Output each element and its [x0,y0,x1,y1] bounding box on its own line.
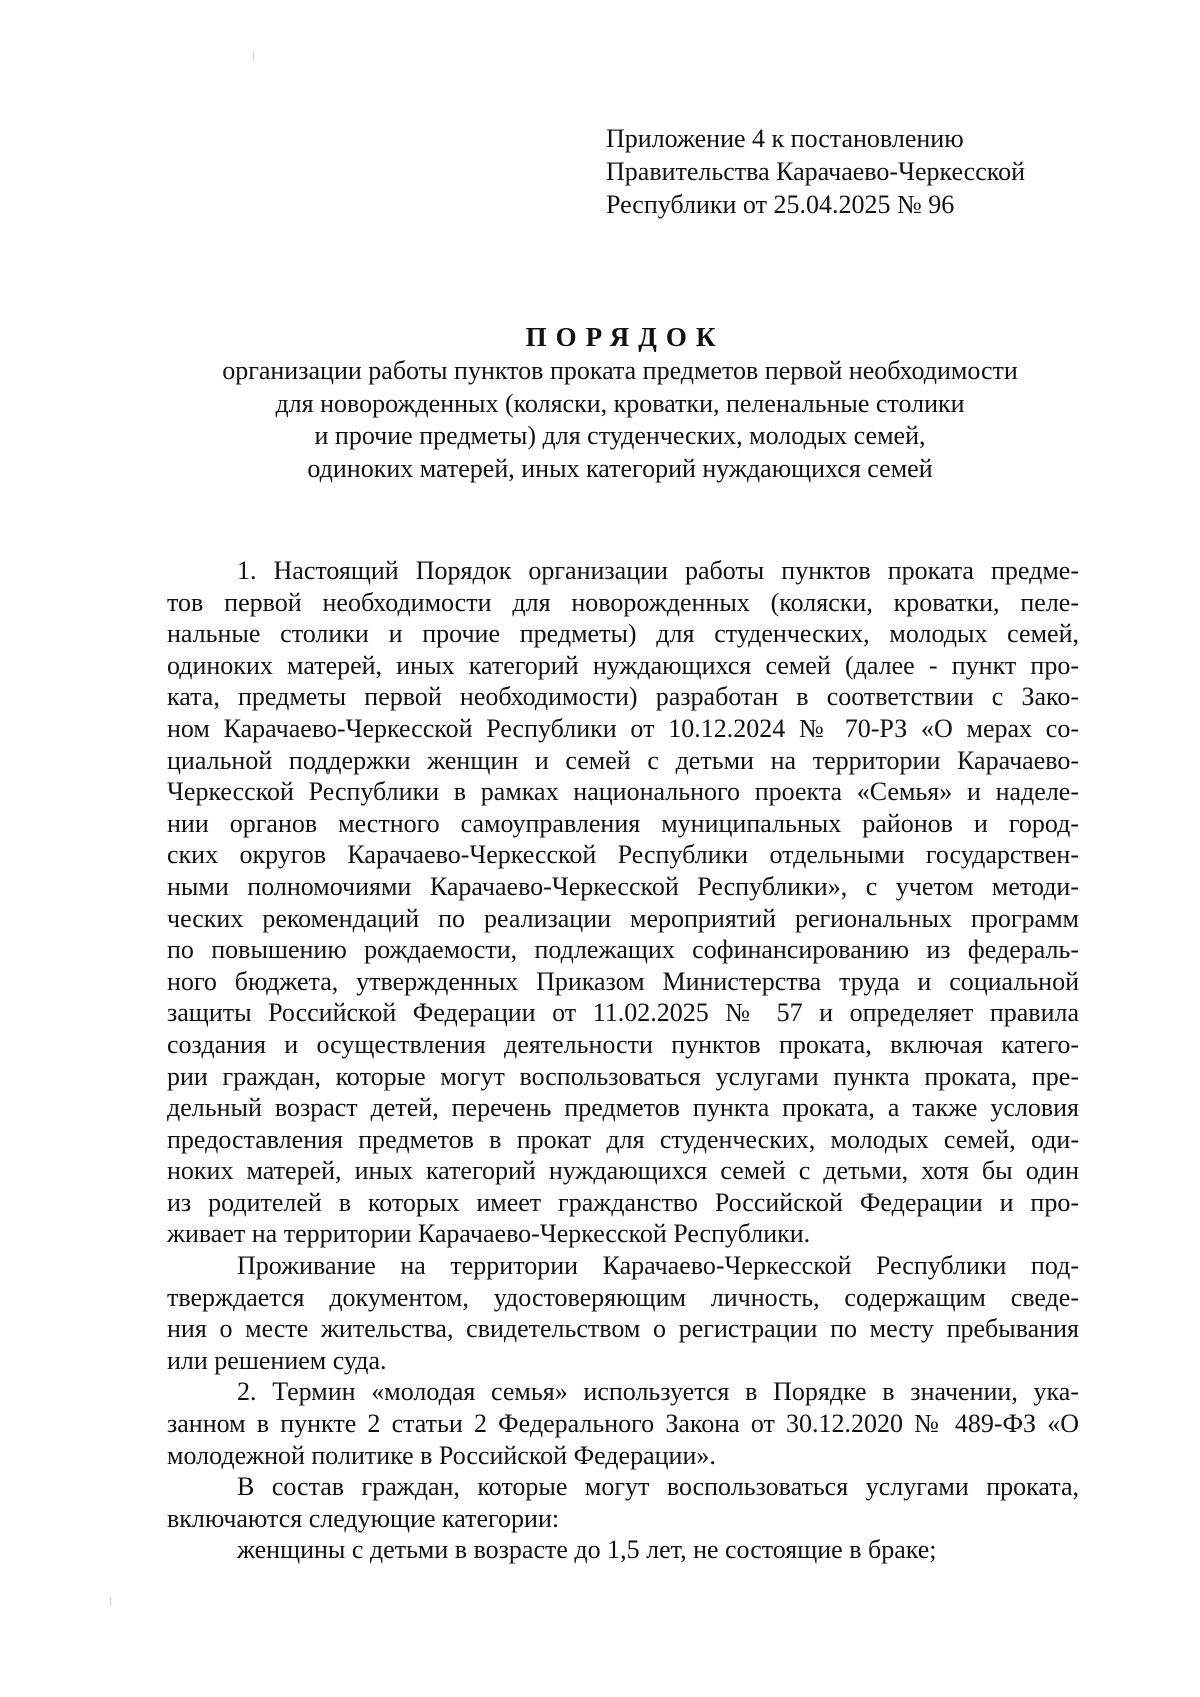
document-body [167,555,1079,1566]
document-title: ПОРЯДОК [525,322,725,352]
text-line: ческих рекомендаций по реализации мероприятий региональных программ [167,903,1079,933]
text-line: рии граждан, которые могут воспользоваться услугами пункта проката, пре- [167,1061,1079,1091]
text-line: ного бюджета, утвержденных Приказом Министерства труда и социальной [167,966,1079,996]
text-line: ских округов Карачаево-Черкесской Республики отдельными государствен- [167,840,1079,870]
text-line: 1. Настоящий Порядок организации работы пунктов проката предме- [237,556,1079,585]
text-line: нальные столики и прочие предметы) для студенческих, молодых семей, [167,619,1079,649]
text-line: создания и осуществления деятельности пунктов проката, включая катего- [167,1029,1079,1059]
text-line: включаются следующие категории: [167,1503,560,1533]
scan-artifact-bottom [110,1598,111,1606]
text-line: ноких матерей, иных категорий нуждающихся семей с детьми, хотя бы один [167,1156,1079,1186]
text-line: предоставления предметов в прокат для студенческих, молодых семей, оди- [167,1124,1079,1154]
document-subtitle [150,355,1090,485]
text-line: или решением суда. [167,1345,387,1375]
text-line: ния о месте жительства, свидетельством о регистрации по месту пребывания [167,1314,1079,1344]
annex-line: Приложение 4 к постановлению [606,124,964,153]
paragraph-2 [167,1250,1079,1376]
annex-line: Правительства Карачаево-Черкесской [606,157,1025,186]
text-line: тов первой необходимости для новорожденных (коляски, кроватки, пеле- [167,587,1079,617]
text-line: живает на территории Карачаево-Черкесской Республики. [167,1219,811,1249]
paragraph-4 [167,1471,1079,1534]
text-line: ными полномочиями Карачаево-Черкесской Республики», с учетом методи- [167,871,1079,901]
text-line: дельный возраст детей, перечень предметов пункта проката, а также условия [167,1093,1079,1123]
text-line: занном в пункте 2 статьи 2 Федерального Закона от 30.12.2020 № 489-ФЗ «О [167,1409,1079,1439]
text-line: молодежной политике в Российской Федерации». [167,1440,716,1470]
text-line: Проживание на территории Карачаево-Черкесской Республики под- [237,1251,1079,1281]
subtitle-line: и прочие предметы) для студенческих, молодых семей, [314,421,926,450]
text-line: женщины с детьми в возрасте до 1,5 лет, не состоящие в браке; [237,1535,937,1565]
text-line: из родителей в которых имеет гражданство Российской Федерации и про- [167,1187,1079,1217]
text-line: по повышению рождаемости, подлежащих софинансированию из федераль- [167,935,1079,965]
annex-reference [606,122,1126,221]
text-line: защиты Российской Федерации от 11.02.2025 № 57 и определяет правила [167,998,1079,1028]
text-line: циальной поддержки женщин и семей с детьми на территории Карачаево- [167,745,1079,775]
text-line: Черкесской Республики в рамках национального проекта «Семья» и наделе- [167,777,1079,807]
text-line: одиноких матерей, иных категорий нуждающихся семей (далее - пункт про- [167,650,1079,680]
annex-line: Республики от 25.04.2025 № 96 [606,190,955,219]
paragraph-5 [167,1534,1079,1566]
text-line: ном Карачаево-Черкесской Республики от 10.12.2024 № 70-РЗ «О мерах со- [167,713,1079,743]
paragraph-1 [167,555,1079,1250]
text-line: 2. Термин «молодая семья» используется в Порядке в значении, ука- [237,1377,1079,1407]
text-line: нии органов местного самоуправления муниципальных районов и город- [167,808,1079,838]
scan-artifact-top [253,52,254,60]
subtitle-line: организации работы пунктов проката предметов первой необходимости [222,356,1018,385]
text-line: В состав граждан, которые могут воспользоваться услугами проката, [237,1472,1079,1502]
paragraph-3 [167,1376,1079,1471]
text-line: тверждается документом, удостоверяющим личность, содержащим сведе- [167,1282,1079,1312]
subtitle-line: для новорожденных (коляски, кроватки, пеленальные столики [275,388,965,418]
text-line: ката, предметы первой необходимости) разработан в соответствии с Зако- [167,682,1079,712]
subtitle-line: одиноких матерей, иных категорий нуждающихся семей [307,453,933,483]
